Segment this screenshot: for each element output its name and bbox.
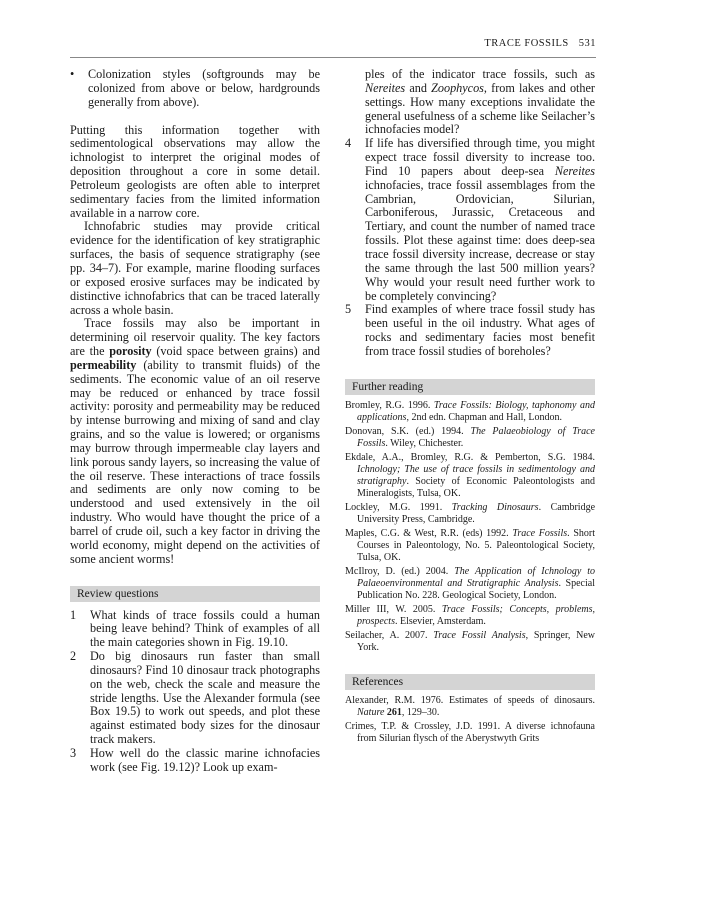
page-number: 531: [578, 38, 596, 49]
question-3: 3 How well do the classic marine ichnofacies work (see Fig. 19.12)? Look up exam-: [70, 745, 320, 774]
references-list: [345, 695, 595, 745]
question-4: 4 If life has diversified through time, you might expect trace fossil diversity to increase too. Find 10 papers about deep-sea Nereites ichnofacies, trace fossil assemblages from the Cambrian, Ordovician, Silurian, Carboniferous, Jurassic, Cretaceous and Tertiary, and count the number of named trace fossils. Plot these against time: does deep-sea trace fossil diversity increase, decrease or stay the same through the last 500 million years? Why would your result need further work to be completely convincing?: [345, 136, 595, 303]
left-column: [70, 68, 320, 775]
reference-entry: Lockley, M.G. 1991. Tracking Dinosaurs. Cambridge University Press, Cambridge.: [345, 501, 596, 526]
header-rule: [70, 57, 596, 58]
question-2: 2 Do big dinosaurs run faster than small dinosaurs? Find 10 dinosaur track photographs on the web, check the scale and measure the stride lengths. Use the Alexander formula (see Box 19.5) to work out speeds, and plot these against estimated body sizes for the dinosaur track makers.: [70, 649, 320, 747]
reference-entry: Bromley, R.G. 1996. Trace Fossils: Biology, taphonomy and applications, 2nd edn. Chapman and Hall, London.: [345, 399, 595, 423]
question-3-continued: ples of the indicator trace fossils, such as Nereites and Zoophycos, from lakes and other settings. How many exceptions invalidate the general usefulness of a scheme like Seilacher’s ichnofacies model?: [365, 67, 595, 137]
reference-entry: Miller III, W. 2005. Trace Fossils; Concepts, problems, prospects. Elsevier, Amsterdam.: [345, 603, 596, 628]
further-reading-list: [345, 400, 595, 655]
paragraph-1: Putting this information together with sedimentological observations may allow the ichnologist to interpret the original modes of deposition throughout a core in some detail. Petroleum geologists are often able to interpret sedimentary facies from the limited information available in a narrow core.: [70, 122, 320, 220]
reference-entry: Crimes, T.P. & Crossley, J.D. 1991. A diverse ichnofauna from Silurian flysch of the Aberystwyth Grits: [345, 720, 595, 744]
reference-entry: Maples, C.G. & West, R.R. (eds) 1992. Trace Fossils. Short Courses in Paleontology, No. 5. Paleontological Society, Tulsa, OK.: [345, 527, 595, 564]
references-heading: References: [345, 674, 595, 690]
right-column: [345, 68, 595, 747]
review-questions-heading: Review questions: [70, 586, 320, 602]
further-reading-heading: Further reading: [345, 379, 595, 395]
bullet-mark: •: [70, 67, 75, 81]
reference-entry: McIlroy, D. (ed.) 2004. The Application of Ichnology to Palaeoenvironmental and Stratigraphic Analysis. Special Publication No. 228. Geological Society, London.: [345, 565, 595, 602]
question-5: 5 Find examples of where trace fossil study has been useful in the oil industry. What ages of rocks and sedimentary facies most benefit from trace fossil studies of boreholes?: [345, 302, 595, 358]
paragraph-3: Trace fossils may also be important in determining oil reservoir quality. The key factors are the porosity (void space between grains) and permeability (ability to transmit fluids) of the sediments. The economic value of an oil reserve may be reduced or enhanced by trace fossil activity: porosity and permeability may be reduced by intense burrowing and mixing of sand and clay grains, and so the value is lowered; or organisms may burrow through impermeable clay layers and link porous sandy layers, so increasing the value of the oil reserve. These interactions of trace fossils and sediments are only now coming to be understood and used extensively in the oil industry. Who would have thought the price of a barrel of crude oil, such a key factor in driving the world economy, might depend on the activities of some ancient worms!: [70, 316, 320, 566]
question-1: 1 What kinds of trace fossils could a human being leave behind? Think of examples of all the main categories shown in Fig. 19.10.: [70, 607, 320, 650]
bullet-item: [70, 68, 320, 110]
reference-entry: Seilacher, A. 2007. Trace Fossil Analysis, Springer, New York.: [345, 629, 595, 654]
running-header: [70, 38, 596, 54]
term-permeability: permeability: [70, 357, 137, 372]
paragraph-2: Ichnofabric studies may provide critical evidence for the identification of key stratigraphic surfaces, the basis of sequence stratigraphy (see pp. 34–7). For example, marine flooding surfaces or exposed erosive surfaces may be indicated by distinctive ichnofabrics that can be traced laterally across a whole basin.: [70, 219, 320, 317]
reference-entry: Ekdale, A.A., Bromley, R.G. & Pemberton, S.G. 1984. Ichnology; The use of trace fossils in sedimentology and stratigraphy. Society of Economic Paleontologists and Mineralogists, Tulsa, OK.: [345, 451, 595, 500]
reference-entry: Alexander, R.M. 1976. Estimates of speeds of dinosaurs. Nature 261, 129–30.: [345, 694, 595, 718]
reference-entry: Donovan, S.K. (ed.) 1994. The Palaeobiology of Trace Fossils. Wiley, Chichester.: [345, 425, 595, 449]
term-porosity: porosity: [109, 344, 152, 359]
running-title: TRACE FOSSILS: [484, 38, 569, 49]
bullet-text: Colonization styles (softgrounds may be colonized from above or below, hardgrounds generally from above).: [88, 67, 320, 109]
